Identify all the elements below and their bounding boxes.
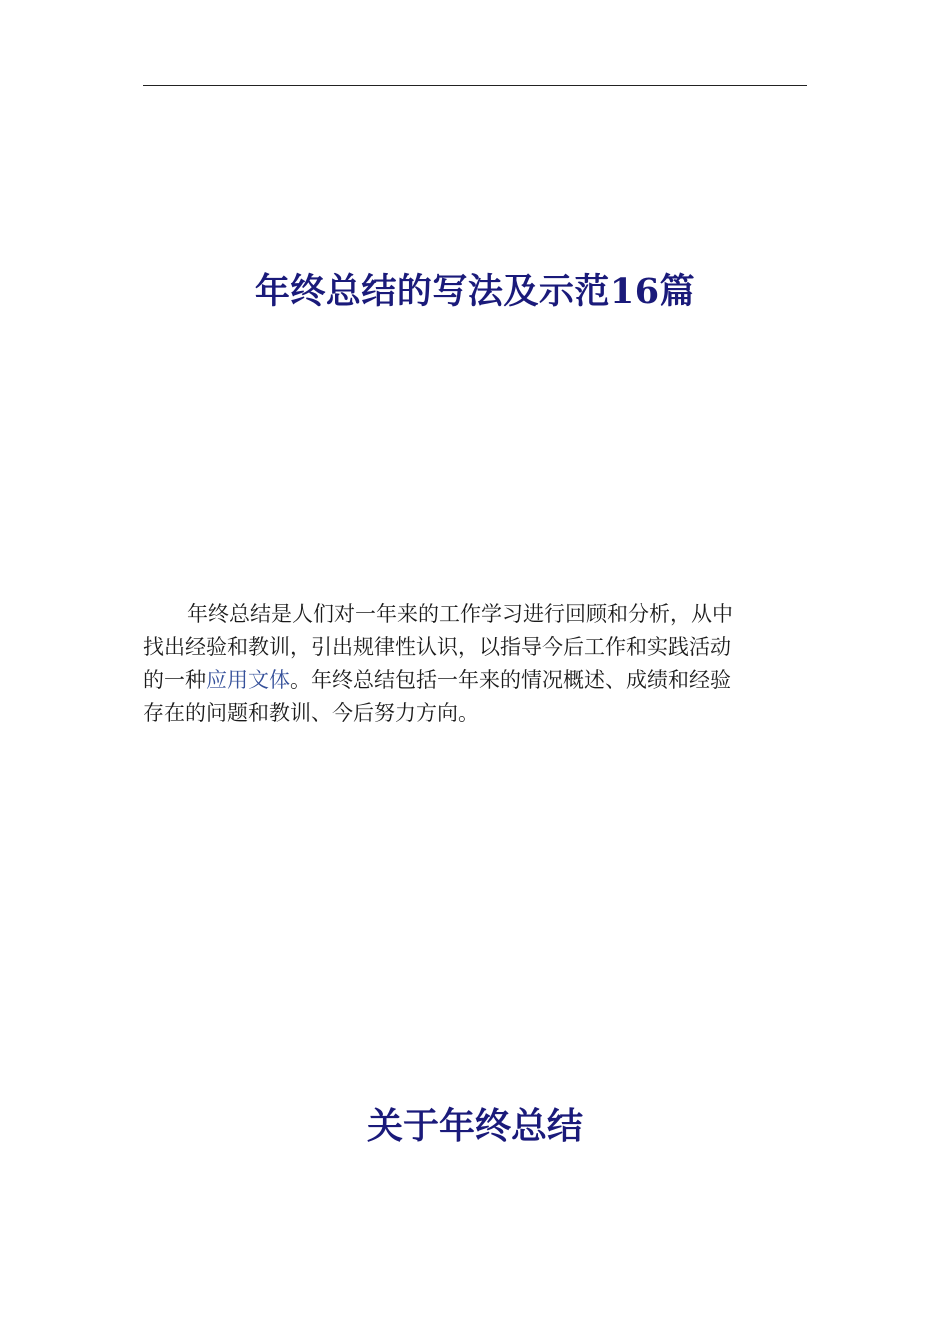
intro-line-3-end: 。年终总结包括一年来的情况概述、成绩和经验 — [290, 668, 731, 692]
intro-line-3 — [143, 664, 807, 697]
header-rule — [143, 85, 807, 86]
applied-style-link[interactable]: 应用文体 — [206, 668, 290, 692]
document-title: 年终总结的写法及示范16篇 — [254, 271, 696, 312]
intro-line-3-start: 的一种 — [143, 668, 206, 692]
intro-line-2: 找出经验和教训，引出规律性认识，以指导今后工作和实践活动 — [143, 635, 731, 659]
intro-paragraph — [143, 598, 807, 730]
intro-line-4: 存在的问题和教训、今后努力方向。 — [143, 701, 479, 725]
section-title: 关于年终总结 — [366, 1106, 583, 1147]
intro-line-1: 年终总结是人们对一年来的工作学习进行回顾和分析，从中 — [187, 602, 733, 626]
